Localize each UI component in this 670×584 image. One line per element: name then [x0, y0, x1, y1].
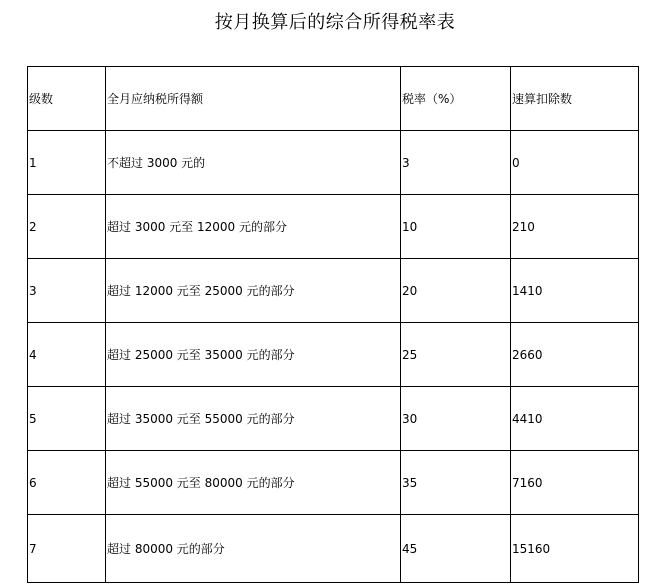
table-row — [28, 323, 639, 387]
cell-level: 4 — [28, 323, 106, 387]
cell-tax-rate: 45 — [401, 515, 511, 583]
cell-quick-deduction: 210 — [511, 195, 639, 259]
table-row — [28, 195, 639, 259]
page-title: 按月换算后的综合所得税率表 — [214, 12, 456, 33]
cell-income-range: 超过 35000 元至 55000 元的部分 — [106, 387, 401, 451]
cell-income-range: 超过 12000 元至 25000 元的部分 — [106, 259, 401, 323]
table-header-row — [28, 67, 639, 131]
table-row — [28, 131, 639, 195]
cell-level: 6 — [28, 451, 106, 515]
cell-quick-deduction: 0 — [511, 131, 639, 195]
cell-income-range: 超过 25000 元至 35000 元的部分 — [106, 323, 401, 387]
cell-quick-deduction: 1410 — [511, 259, 639, 323]
cell-tax-rate: 20 — [401, 259, 511, 323]
cell-level: 3 — [28, 259, 106, 323]
cell-income-range: 超过 80000 元的部分 — [106, 515, 401, 583]
tax-rate-table — [27, 66, 639, 583]
header-level: 级数 — [28, 67, 106, 131]
cell-tax-rate: 3 — [401, 131, 511, 195]
cell-quick-deduction: 15160 — [511, 515, 639, 583]
cell-tax-rate: 10 — [401, 195, 511, 259]
cell-level: 1 — [28, 131, 106, 195]
header-tax-rate: 税率（%） — [401, 67, 511, 131]
header-quick-deduction: 速算扣除数 — [511, 67, 639, 131]
header-monthly-taxable-income: 全月应纳税所得额 — [106, 67, 401, 131]
table-row — [28, 387, 639, 451]
cell-income-range: 超过 55000 元至 80000 元的部分 — [106, 451, 401, 515]
cell-quick-deduction: 7160 — [511, 451, 639, 515]
cell-tax-rate: 35 — [401, 451, 511, 515]
cell-income-range: 不超过 3000 元的 — [106, 131, 401, 195]
cell-level: 2 — [28, 195, 106, 259]
cell-quick-deduction: 4410 — [511, 387, 639, 451]
cell-income-range: 超过 3000 元至 12000 元的部分 — [106, 195, 401, 259]
cell-quick-deduction: 2660 — [511, 323, 639, 387]
table-row — [28, 515, 639, 583]
cell-level: 5 — [28, 387, 106, 451]
table-row — [28, 451, 639, 515]
cell-level: 7 — [28, 515, 106, 583]
cell-tax-rate: 30 — [401, 387, 511, 451]
cell-tax-rate: 25 — [401, 323, 511, 387]
table-row — [28, 259, 639, 323]
